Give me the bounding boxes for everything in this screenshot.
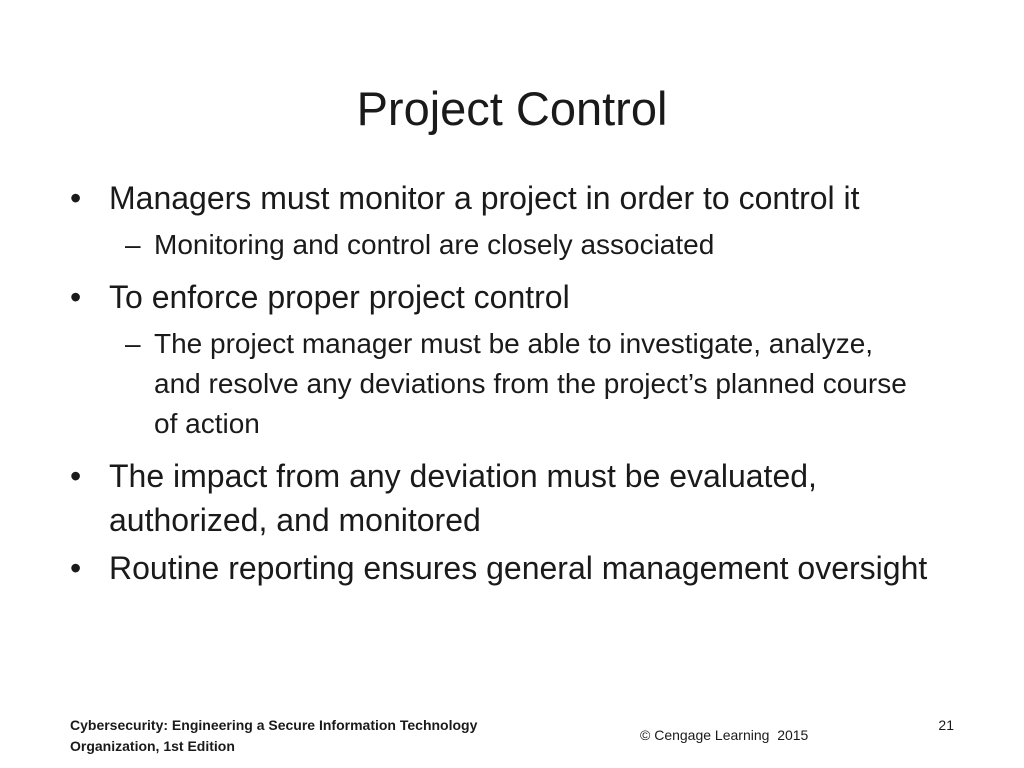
sub-bullet-item: [0, 225, 924, 265]
sub-bullet-text: Monitoring and control are closely associated: [154, 229, 715, 260]
slide-number: 21: [938, 717, 954, 733]
bullet-list: [0, 176, 1024, 590]
sub-bullet-text: The project manager must be able to investigate, analyze, and resolve any deviations from the project’s planned course of action: [154, 328, 907, 439]
bullet-item: [0, 176, 949, 220]
bullet-text: Routine reporting ensures general management oversight: [109, 550, 928, 586]
bullet-item: [0, 546, 949, 590]
bullet-text: Managers must monitor a project in order to control it: [109, 180, 860, 216]
sub-bullet-item: [0, 324, 924, 444]
footer-book-title: [70, 715, 590, 757]
bullet-marker: •: [70, 458, 82, 494]
dash-marker: –: [125, 328, 141, 359]
bullet-text: The impact from any deviation must be evaluated, authorized, and monitored: [109, 458, 817, 538]
bullet-item: [0, 275, 949, 319]
slide-title: Project Control: [356, 82, 668, 135]
bullet-item: [0, 454, 949, 542]
footer-book-line-1: Cybersecurity: Engineering a Secure Information Technology: [70, 717, 478, 733]
bullet-text: To enforce proper project control: [109, 279, 570, 315]
bullet-marker: •: [70, 279, 82, 315]
bullet-marker: •: [70, 180, 82, 216]
footer-copyright: © Cengage Learning 2015: [640, 727, 809, 743]
bullet-marker: •: [70, 550, 82, 586]
dash-marker: –: [125, 229, 141, 260]
footer-book-line-2: Organization, 1st Edition: [70, 738, 235, 754]
